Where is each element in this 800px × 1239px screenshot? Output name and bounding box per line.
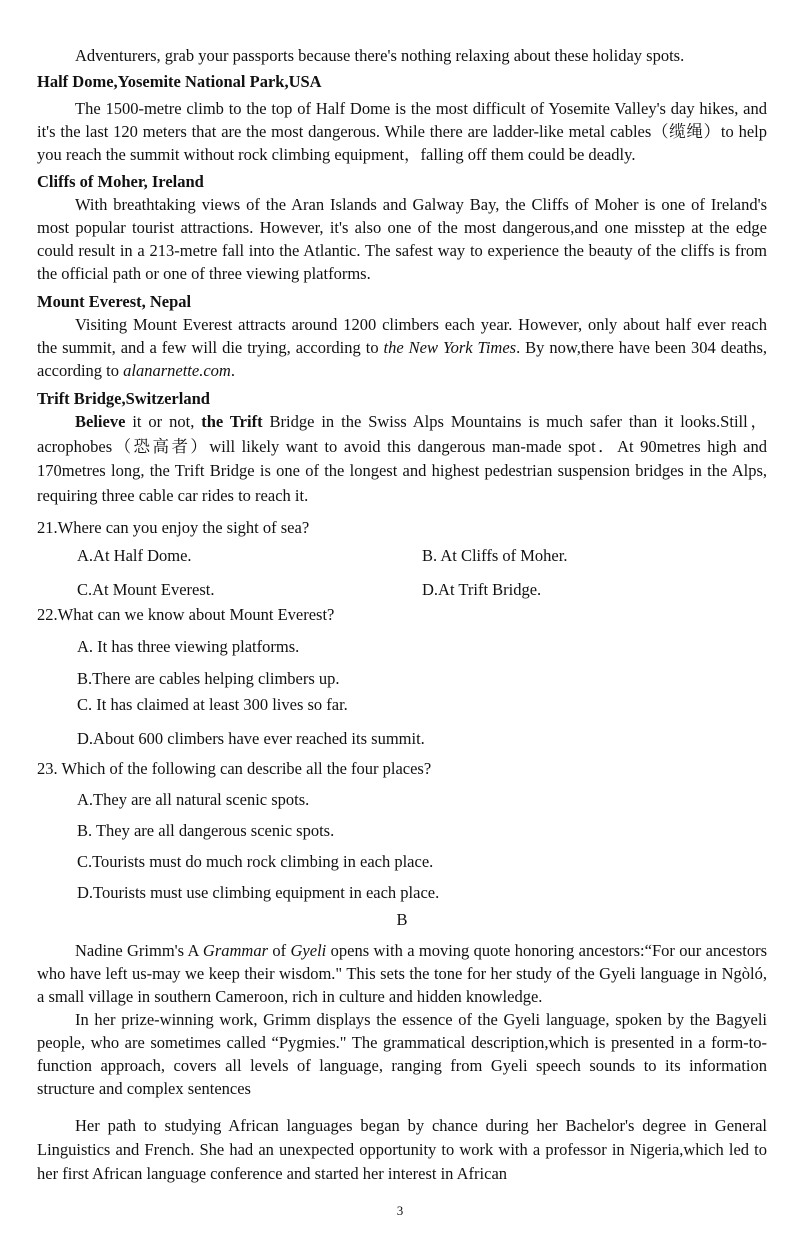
option-d: D.Tourists must use climbing equipment in each place. <box>77 883 440 902</box>
passage-b-paragraph-2: In her prize-winning work, Grimm displays the essence of the Gyeli language, spoken by the Bagyeli people, who are sometimes called “Pygmies." The grammatical description,which is presented in a form-to-function approach, covers all levels of language, ranging from Gyeli speech sounds to its information structure and complex sentences <box>37 1010 767 1098</box>
body-text: Nadine Grimm's A <box>75 941 203 960</box>
section-letter: B <box>396 910 408 929</box>
document-page <box>37 44 767 1186</box>
book-title-part: Grammar <box>202 941 269 960</box>
passage-intro: Adventurers, grab your passports because there's nothing relaxing about these holiday spots. <box>75 46 685 65</box>
body-text: of <box>268 941 291 960</box>
question-stem: 23. Which of the following can describe all the four places? <box>37 759 432 778</box>
section-heading-mount-everest: Mount Everest, Nepal <box>37 292 192 311</box>
option-a: A.They are all natural scenic spots. <box>77 790 310 809</box>
question-stem: 21.Where can you enjoy the sight of sea? <box>37 518 310 537</box>
page-number: 3 <box>396 1203 404 1218</box>
source-citation-website: alanarnette.com <box>123 361 231 380</box>
body-text: Visiting Mount Everest attracts around 1200 climbers each year. However, only about half ever reach the summit, and a few will die trying, according to <box>37 315 767 357</box>
option-a: A. It has three viewing platforms. <box>77 637 300 656</box>
option-c: C.At Mount Everest. <box>77 580 215 599</box>
option-b: B. They are all dangerous scenic spots. <box>77 821 335 840</box>
section-body-mount-everest <box>37 313 767 382</box>
question-21 <box>37 516 767 601</box>
bold-text: the Trift <box>201 412 263 431</box>
section-body-cliffs-of-moher: With breathtaking views of the Aran Islands and Galway Bay, the Cliffs of Moher is one of Ireland's most popular tourist attractions. However, it's also one of the most dangerous,and one misstep at the edge could result in a 213-metre fall into the Atlantic. The safest way to experience the beauty of the cliffs is from the official path or one of three viewing platforms. <box>37 195 767 283</box>
option-c: C.Tourists must do much rock climbing in each place. <box>77 852 434 871</box>
section-body-trift-bridge <box>37 410 767 508</box>
option-d: D.About 600 climbers have ever reached its summit. <box>77 729 425 748</box>
option-a: A.At Half Dome. <box>77 546 192 565</box>
question-22 <box>37 603 767 750</box>
option-c: C. It has claimed at least 300 lives so far. <box>77 695 348 714</box>
option-b: B. At Cliffs of Moher. <box>422 546 568 565</box>
question-23 <box>37 757 767 904</box>
body-text: Bridge in the Swiss Alps Mountains is much safer than it looks.Still，acrophobes（恐高者）will likely want to avoid this dangerous man-made spot．At 90metres high and 170metres long, the Trift Bridge is one of the longest and highest pedestrian suspension bridges in the Alps, requiring three cable car rides to reach it. <box>37 412 768 505</box>
section-heading-cliffs-of-moher: Cliffs of Moher, Ireland <box>37 172 204 191</box>
section-heading-trift-bridge: Trift Bridge,Switzerland <box>37 389 210 408</box>
source-citation-nyt: the New York Times <box>383 338 517 357</box>
section-body-half-dome: The 1500-metre climb to the top of Half Dome is the most difficult of Yosemite Valley's day hikes, and it's the last 120 meters that are the most dangerous. While there are ladder-like metal cables（缆绳）to help you reach the summit without rock climbing equipment，falling off them could be deadly. <box>37 99 767 164</box>
bold-text: Believe <box>75 412 126 431</box>
option-d: D.At Trift Bridge. <box>422 580 542 599</box>
body-text: opens with a moving quote honoring ancestors:“For our ancestors who have left us-may we keep their wisdom." This sets the tone for her study of the Gyeli language in Ngòló, a small village in southern Cameroon, rich in culture and hidden knowledge. <box>37 941 767 1006</box>
body-text: it or not, <box>125 412 202 431</box>
options-row <box>37 544 767 567</box>
question-stem: 22.What can we know about Mount Everest? <box>37 605 335 624</box>
section-heading-half-dome: Half Dome,Yosemite National Park,USA <box>37 72 322 91</box>
book-title-part: Gyeli <box>290 941 327 960</box>
passage-b-paragraph-1 <box>37 939 767 1008</box>
options-row <box>37 578 767 601</box>
body-text: . <box>230 361 235 380</box>
body-text: . By now,there have been 304 deaths, according to <box>37 338 767 380</box>
option-b: B.There are cables helping climbers up. <box>77 669 340 688</box>
passage-b-paragraph-3: Her path to studying African languages began by chance during her Bachelor's degree in General Linguistics and French. She had an unexpected opportunity to work with a professor in Nigeria,which led to her first African language conference and started her interest in African <box>37 1116 767 1183</box>
